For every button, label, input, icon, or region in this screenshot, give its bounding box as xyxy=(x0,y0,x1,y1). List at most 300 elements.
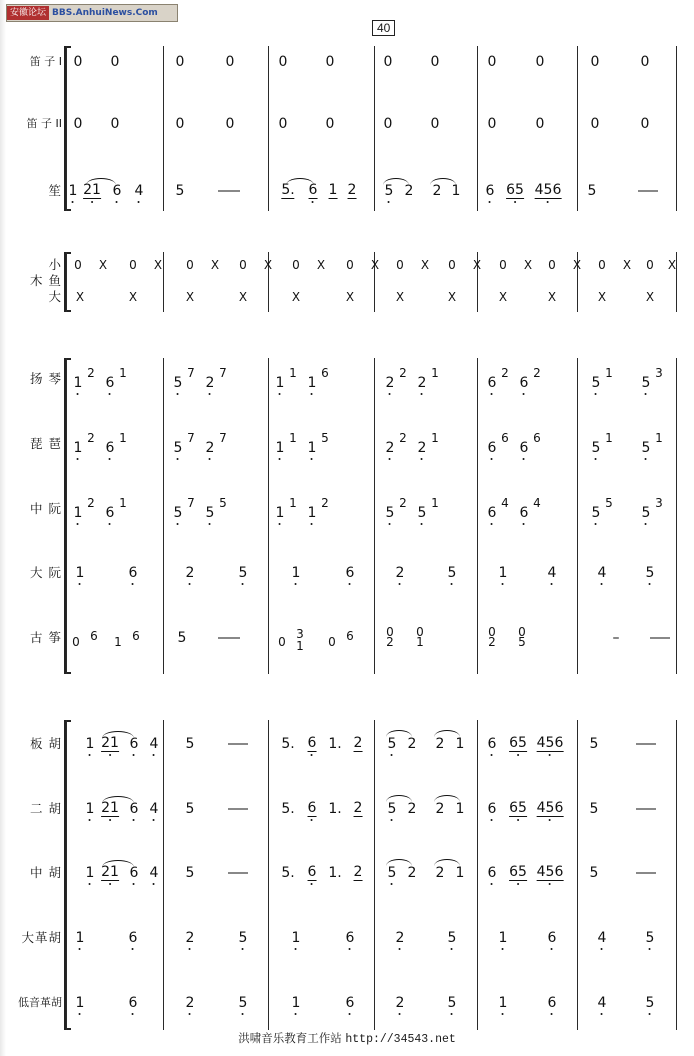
barline xyxy=(577,46,578,211)
note: 2 xyxy=(435,801,445,817)
note: 0 xyxy=(548,258,556,272)
note: 0 xyxy=(598,258,606,272)
watermark-left-text: 安徽论坛 xyxy=(7,6,49,20)
note: 2 xyxy=(501,366,509,380)
note: 1 xyxy=(291,930,301,946)
note: 0 xyxy=(73,116,83,132)
note: 6 xyxy=(345,565,355,581)
barline xyxy=(66,46,67,211)
note: 6 xyxy=(487,375,497,391)
instrument-label: 琵 琶 xyxy=(30,436,62,451)
tie-slur xyxy=(102,796,134,803)
note: 6 xyxy=(307,800,317,816)
rehearsal-mark: 40 xyxy=(372,20,395,36)
instrument-label: 中 阮 xyxy=(30,501,62,516)
note: 6 xyxy=(132,629,140,643)
note: 5 xyxy=(173,505,183,521)
barline xyxy=(268,358,269,674)
note: 0 xyxy=(499,258,507,272)
note: 4 xyxy=(149,736,159,752)
note: 6 xyxy=(105,505,115,521)
note: 0 xyxy=(325,116,335,132)
note: 5 xyxy=(641,440,651,456)
tie-slur xyxy=(102,731,134,738)
note: 4 xyxy=(134,183,144,199)
barline xyxy=(477,358,478,674)
note: 6 xyxy=(307,864,317,880)
note: 0 xyxy=(175,54,185,70)
note: 5 xyxy=(185,865,195,881)
barline xyxy=(477,720,478,1030)
note: 1 xyxy=(291,995,301,1011)
note: 5 xyxy=(177,630,187,646)
note: 2 xyxy=(385,440,395,456)
note: 2 xyxy=(399,366,407,380)
note: 0 xyxy=(292,258,300,272)
note: 0 xyxy=(487,54,497,70)
barline xyxy=(676,358,677,674)
note: – xyxy=(612,630,620,646)
note: 0 xyxy=(640,116,650,132)
barline xyxy=(577,358,578,674)
note: X xyxy=(345,290,355,304)
note: 5 xyxy=(238,995,248,1011)
note: 1 xyxy=(498,995,508,1011)
note: 1 xyxy=(73,440,83,456)
note: 1 xyxy=(73,505,83,521)
note: X xyxy=(622,258,632,272)
note: 6 xyxy=(112,183,122,199)
note: 5 xyxy=(384,183,394,199)
note: 5 xyxy=(589,865,599,881)
note: X xyxy=(210,258,220,272)
instrument-label: 大 xyxy=(48,289,62,304)
note: 2 xyxy=(435,865,445,881)
note: 6 xyxy=(533,431,541,445)
note: 3 xyxy=(655,496,663,510)
note: 2 xyxy=(407,865,417,881)
note: 1 xyxy=(289,496,297,510)
note: 4 xyxy=(597,565,607,581)
note: 6 xyxy=(105,375,115,391)
note: 21 xyxy=(83,182,101,198)
note: 6 xyxy=(129,865,139,881)
note: 0 xyxy=(430,54,440,70)
note: 5 xyxy=(173,375,183,391)
note: X xyxy=(645,290,655,304)
note: 6 xyxy=(487,736,497,752)
note: 21 xyxy=(101,800,119,816)
note: X xyxy=(153,258,163,272)
note: 6 xyxy=(547,995,557,1011)
note: 2 xyxy=(347,182,357,198)
dash-extension xyxy=(228,873,248,874)
note: X xyxy=(128,290,138,304)
note: 1 xyxy=(431,366,439,380)
note: 0 xyxy=(110,54,120,70)
note: 6 xyxy=(105,440,115,456)
note: 4 xyxy=(501,496,509,510)
note: 1 xyxy=(289,366,297,380)
note: 2 xyxy=(321,496,329,510)
note: 6 xyxy=(487,801,497,817)
note: 456 xyxy=(536,800,564,816)
note: 0 xyxy=(535,116,545,132)
note: X xyxy=(263,258,273,272)
note: 1 xyxy=(307,440,317,456)
note: 6 xyxy=(90,629,98,643)
note: 1 xyxy=(296,639,304,653)
barline xyxy=(477,46,478,211)
note: 5 xyxy=(591,440,601,456)
note: 6 xyxy=(487,505,497,521)
note: X xyxy=(472,258,482,272)
note: X xyxy=(572,258,582,272)
note: 6 xyxy=(519,375,529,391)
note: 0 xyxy=(386,625,394,639)
note: 0 xyxy=(590,54,600,70)
barline xyxy=(374,720,375,1030)
note: 2 xyxy=(353,800,363,816)
note: 2 xyxy=(432,183,442,199)
note: 2 xyxy=(385,375,395,391)
note: 0 xyxy=(640,54,650,70)
tie-slur xyxy=(102,860,134,867)
note: 5 xyxy=(387,736,397,752)
barline xyxy=(577,720,578,1030)
note: 0 xyxy=(225,116,235,132)
note: 2 xyxy=(435,736,445,752)
note: 5 xyxy=(645,565,655,581)
note: 2 xyxy=(205,440,215,456)
note: 0 xyxy=(239,258,247,272)
note: 1 xyxy=(455,801,465,817)
note: 0 xyxy=(383,116,393,132)
note: 4 xyxy=(533,496,541,510)
note: 1 xyxy=(307,375,317,391)
dash-extension xyxy=(218,191,240,192)
barline xyxy=(163,46,164,211)
note: 6 xyxy=(129,801,139,817)
note: X xyxy=(498,290,508,304)
note: 6 xyxy=(501,431,509,445)
note: 0 xyxy=(325,54,335,70)
note: 1 xyxy=(114,635,122,649)
note: 2 xyxy=(395,930,405,946)
note: X xyxy=(420,258,430,272)
note: 2 xyxy=(407,736,417,752)
note: 1 xyxy=(75,930,85,946)
instrument-label: 大革胡 xyxy=(21,930,62,945)
note: 2 xyxy=(395,995,405,1011)
note: 7 xyxy=(187,496,195,510)
note: 21 xyxy=(101,735,119,751)
note: 5 xyxy=(175,183,185,199)
note: 5. xyxy=(281,736,295,752)
note: 5 xyxy=(417,505,427,521)
footer-site-name: 洪啸音乐教育工作站 xyxy=(238,1031,342,1045)
tie-slur xyxy=(383,178,409,185)
note: 1 xyxy=(119,496,127,510)
note: 2 xyxy=(399,431,407,445)
note: 456 xyxy=(536,864,564,880)
tie-slur xyxy=(386,859,412,866)
note: 0 xyxy=(396,258,404,272)
note: 0 xyxy=(346,258,354,272)
tie-slur xyxy=(286,178,314,185)
barline xyxy=(163,720,164,1030)
instrument-label: 木 鱼 xyxy=(30,273,62,288)
note: 1 xyxy=(431,431,439,445)
note: 5. xyxy=(281,182,295,198)
note: 2 xyxy=(386,635,394,649)
note: 1 xyxy=(451,183,461,199)
note: 65 xyxy=(509,735,527,751)
note: X xyxy=(238,290,248,304)
instrument-label: 小 xyxy=(48,257,62,272)
note: 2 xyxy=(404,183,414,199)
barline xyxy=(66,720,67,1030)
note: X xyxy=(291,290,301,304)
note: 1 xyxy=(605,366,613,380)
note: X xyxy=(547,290,557,304)
note: X xyxy=(523,258,533,272)
note: 1 xyxy=(289,431,297,445)
note: 1 xyxy=(75,565,85,581)
note: 5 xyxy=(185,736,195,752)
note: X xyxy=(447,290,457,304)
note: 0 xyxy=(74,258,82,272)
note: 0 xyxy=(225,54,235,70)
note: 5 xyxy=(205,505,215,521)
note: 1 xyxy=(498,930,508,946)
note: 5 xyxy=(185,801,195,817)
note: 1 xyxy=(68,183,78,199)
note: 6 xyxy=(345,995,355,1011)
note: 6 xyxy=(129,736,139,752)
note: 6 xyxy=(547,930,557,946)
note: 5 xyxy=(589,736,599,752)
note: 2 xyxy=(185,930,195,946)
note: 5 xyxy=(447,565,457,581)
note: 1 xyxy=(275,505,285,521)
note: 6 xyxy=(519,505,529,521)
instrument-label: 低音革胡 xyxy=(18,996,62,1009)
instrument-label: 笛 子 II xyxy=(26,117,62,130)
note: 0 xyxy=(186,258,194,272)
note: X xyxy=(75,290,85,304)
note: 2 xyxy=(87,431,95,445)
note: 21 xyxy=(101,864,119,880)
instrument-label: 中 胡 xyxy=(30,865,62,880)
note: 65 xyxy=(506,182,524,198)
note: 0 xyxy=(110,116,120,132)
instrument-label: 大 阮 xyxy=(30,565,62,580)
dash-extension xyxy=(228,809,248,810)
note: 1 xyxy=(75,995,85,1011)
tie-slur xyxy=(434,795,460,802)
note: 0 xyxy=(416,625,424,639)
dash-extension xyxy=(636,809,656,810)
note: 1 xyxy=(498,565,508,581)
note: 6 xyxy=(485,183,495,199)
note: 5 xyxy=(518,635,526,649)
note: 1 xyxy=(85,736,95,752)
note: 5 xyxy=(447,930,457,946)
note: 5 xyxy=(589,801,599,817)
note: 0 xyxy=(487,116,497,132)
note: 0 xyxy=(175,116,185,132)
dash-extension xyxy=(636,744,656,745)
note: 4 xyxy=(149,801,159,817)
note: 0 xyxy=(535,54,545,70)
note: 1 xyxy=(605,431,613,445)
note: 5 xyxy=(591,505,601,521)
barline xyxy=(676,252,677,312)
tie-slur xyxy=(434,730,460,737)
instrument-label: 古 筝 xyxy=(30,630,62,645)
note: 4 xyxy=(149,865,159,881)
instrument-label: 笙 xyxy=(48,183,62,198)
note: 2 xyxy=(205,375,215,391)
footer-url: http://34543.net xyxy=(345,1033,456,1046)
note: 2 xyxy=(353,735,363,751)
note: 1 xyxy=(328,182,338,198)
note: 2 xyxy=(395,565,405,581)
note: 0 xyxy=(278,54,288,70)
note: 1. xyxy=(328,865,342,881)
note: 0 xyxy=(328,635,336,649)
instrument-label: 笛 子 I xyxy=(29,55,62,68)
barline xyxy=(676,46,677,211)
dash-extension xyxy=(638,191,658,192)
note: 1 xyxy=(455,865,465,881)
note: 0 xyxy=(383,54,393,70)
tie-slur xyxy=(86,178,116,185)
note: 65 xyxy=(509,800,527,816)
note: X xyxy=(316,258,326,272)
note: 2 xyxy=(87,496,95,510)
note: 5 xyxy=(173,440,183,456)
note: 2 xyxy=(533,366,541,380)
note: 5 xyxy=(238,565,248,581)
note: 1 xyxy=(307,505,317,521)
note: 6 xyxy=(346,629,354,643)
note: 0 xyxy=(590,116,600,132)
note: 0 xyxy=(518,625,526,639)
note: 0 xyxy=(488,625,496,639)
note: 1 xyxy=(119,431,127,445)
note: 7 xyxy=(219,431,227,445)
note: 1 xyxy=(85,865,95,881)
note: 0 xyxy=(448,258,456,272)
watermark-right-text: BBS.AnhuiNews.Com xyxy=(52,8,158,18)
instrument-label: 扬 琴 xyxy=(30,371,62,386)
note: 1 xyxy=(85,801,95,817)
note: 3 xyxy=(296,627,304,641)
note: 1 xyxy=(655,431,663,445)
note: 2 xyxy=(399,496,407,510)
note: 2 xyxy=(185,995,195,1011)
note: 4 xyxy=(547,565,557,581)
note: 2 xyxy=(488,635,496,649)
note: 0 xyxy=(278,635,286,649)
note: 2 xyxy=(407,801,417,817)
note: 7 xyxy=(219,366,227,380)
note: 3 xyxy=(655,366,663,380)
note: 456 xyxy=(536,735,564,751)
note: 0 xyxy=(430,116,440,132)
note: 7 xyxy=(187,366,195,380)
note: 1 xyxy=(455,736,465,752)
note: 5. xyxy=(281,865,295,881)
note: 65 xyxy=(509,864,527,880)
note: X xyxy=(98,258,108,272)
note: 6 xyxy=(307,735,317,751)
page-footer xyxy=(0,1030,694,1046)
note: 5 xyxy=(591,375,601,391)
note: 1. xyxy=(328,736,342,752)
note: 0 xyxy=(73,54,83,70)
dash-extension xyxy=(218,638,240,639)
note: 2 xyxy=(185,565,195,581)
note: 456 xyxy=(534,182,562,198)
note: 5 xyxy=(238,930,248,946)
barline xyxy=(66,358,67,674)
note: 5 xyxy=(605,496,613,510)
note: 5. xyxy=(281,801,295,817)
note: X xyxy=(185,290,195,304)
note: 0 xyxy=(129,258,137,272)
note: 1 xyxy=(275,375,285,391)
note: 0 xyxy=(278,116,288,132)
barline xyxy=(676,720,677,1030)
note: 4 xyxy=(597,995,607,1011)
barline xyxy=(374,46,375,211)
note: 1 xyxy=(275,440,285,456)
note: 2 xyxy=(87,366,95,380)
note: 2 xyxy=(417,375,427,391)
note: 5 xyxy=(641,505,651,521)
note: 6 xyxy=(128,930,138,946)
note: 5 xyxy=(587,183,597,199)
note: 6 xyxy=(128,995,138,1011)
note: 6 xyxy=(308,182,318,198)
instrument-label: 二 胡 xyxy=(30,801,62,816)
barline xyxy=(268,720,269,1030)
note: 6 xyxy=(345,930,355,946)
note: 5 xyxy=(645,995,655,1011)
note: 5 xyxy=(447,995,457,1011)
note: 5 xyxy=(645,930,655,946)
note: 1 xyxy=(119,366,127,380)
note: 5 xyxy=(387,801,397,817)
barline xyxy=(163,358,164,674)
note: 1 xyxy=(73,375,83,391)
note: 1. xyxy=(328,801,342,817)
note: 6 xyxy=(321,366,329,380)
note: X xyxy=(370,258,380,272)
note: 5 xyxy=(385,505,395,521)
note: 0 xyxy=(646,258,654,272)
note: 1 xyxy=(416,635,424,649)
note: X xyxy=(597,290,607,304)
tie-slur xyxy=(430,178,456,185)
note: 5 xyxy=(219,496,227,510)
note: 6 xyxy=(128,565,138,581)
note: 7 xyxy=(187,431,195,445)
barline xyxy=(374,358,375,674)
